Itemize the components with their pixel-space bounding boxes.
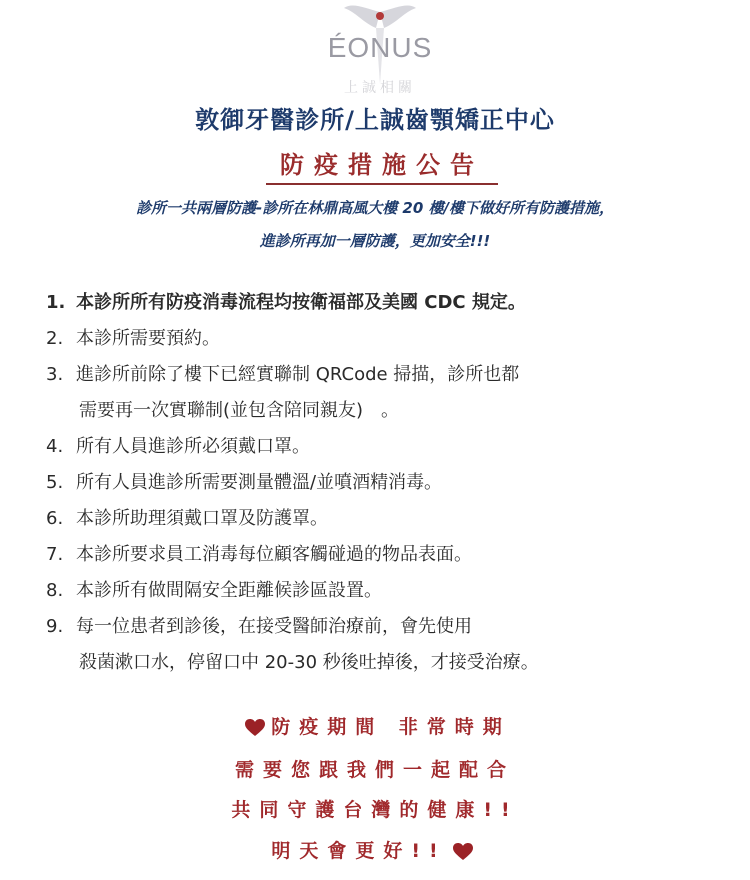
rule-text: 本診所所有防疫消毒流程均按衛福部及美國 CDC 規定。: [76, 292, 526, 313]
rule-item-2: [46, 321, 726, 357]
heart-icon: [245, 719, 265, 737]
rule-number: 1.: [46, 292, 66, 313]
rule-item-3: [46, 357, 726, 429]
footer-line-4-text: 明天會更好!!: [271, 840, 447, 862]
rule-text: 每一位患者到診後，在接受醫師治療前，會先使用: [76, 616, 472, 637]
rule-number: 9.: [46, 616, 64, 637]
logo-brand-text: ÉONUS: [327, 32, 433, 63]
rule-item-4: [46, 429, 726, 465]
rule-number: 7.: [46, 544, 64, 565]
rule-text: 所有人員進診所需要測量體溫/並噴酒精消毒。: [76, 472, 443, 493]
rule-item-1: [46, 285, 726, 321]
footer-line-1: [0, 712, 750, 739]
rule-number: 3.: [46, 364, 64, 385]
rule-item-9: [46, 609, 726, 681]
intro-line-1: 診所一共兩層防護-診所在林鼎高風大樓 20 樓/樓下做好所有防護措施，: [135, 199, 615, 217]
rule-item-5: [46, 465, 726, 501]
rule-item-7: [46, 537, 726, 573]
heart-icon: [453, 843, 473, 861]
rule-text: 本診所助理須戴口罩及防護罩。: [76, 508, 328, 529]
rule-number: 4.: [46, 436, 64, 457]
footer-line-1-text: 防疫期間 非常時期: [271, 716, 511, 738]
intro-line-2: 進診所再加一層防護，更加安全!!!: [259, 232, 491, 250]
rule-number: 8.: [46, 580, 64, 601]
eonus-logo: [310, 4, 450, 94]
rule-number: 6.: [46, 508, 64, 529]
notice-title: 防疫措施公告: [266, 145, 498, 185]
rule-text-continued: 需要再一次實聯制(並包含陪同親友) 。: [79, 400, 400, 421]
rule-text: 進診所前除了樓下已經實聯制 QRCode 掃描，診所也都: [76, 364, 520, 385]
footer-line-2: 需要您跟我們一起配合: [234, 759, 515, 781]
rule-text: 本診所有做間隔安全距離候診區設置。: [76, 580, 382, 601]
rule-number: 2.: [46, 328, 64, 349]
rule-item-6: [46, 501, 726, 537]
footer-line-4: [0, 836, 750, 863]
rule-text-continued: 殺菌漱口水，停留口中 20-30 秒後吐掉後，才接受治療。: [79, 652, 539, 673]
rule-number: 5.: [46, 472, 64, 493]
rule-text: 本診所需要預約。: [76, 328, 220, 349]
footer-line-3: 共同守護台灣的健康!!: [231, 799, 519, 821]
rule-text: 本診所要求員工消毒每位顧客觸碰過的物品表面。: [76, 544, 472, 565]
logo-ghost-text: 上誠相關: [344, 80, 416, 96]
clinic-title: 敦御牙醫診所/上誠齒顎矯正中心: [195, 106, 555, 134]
rule-item-8: [46, 573, 726, 609]
rules-list: [46, 285, 726, 681]
rule-text: 所有人員進診所必須戴口罩。: [76, 436, 310, 457]
